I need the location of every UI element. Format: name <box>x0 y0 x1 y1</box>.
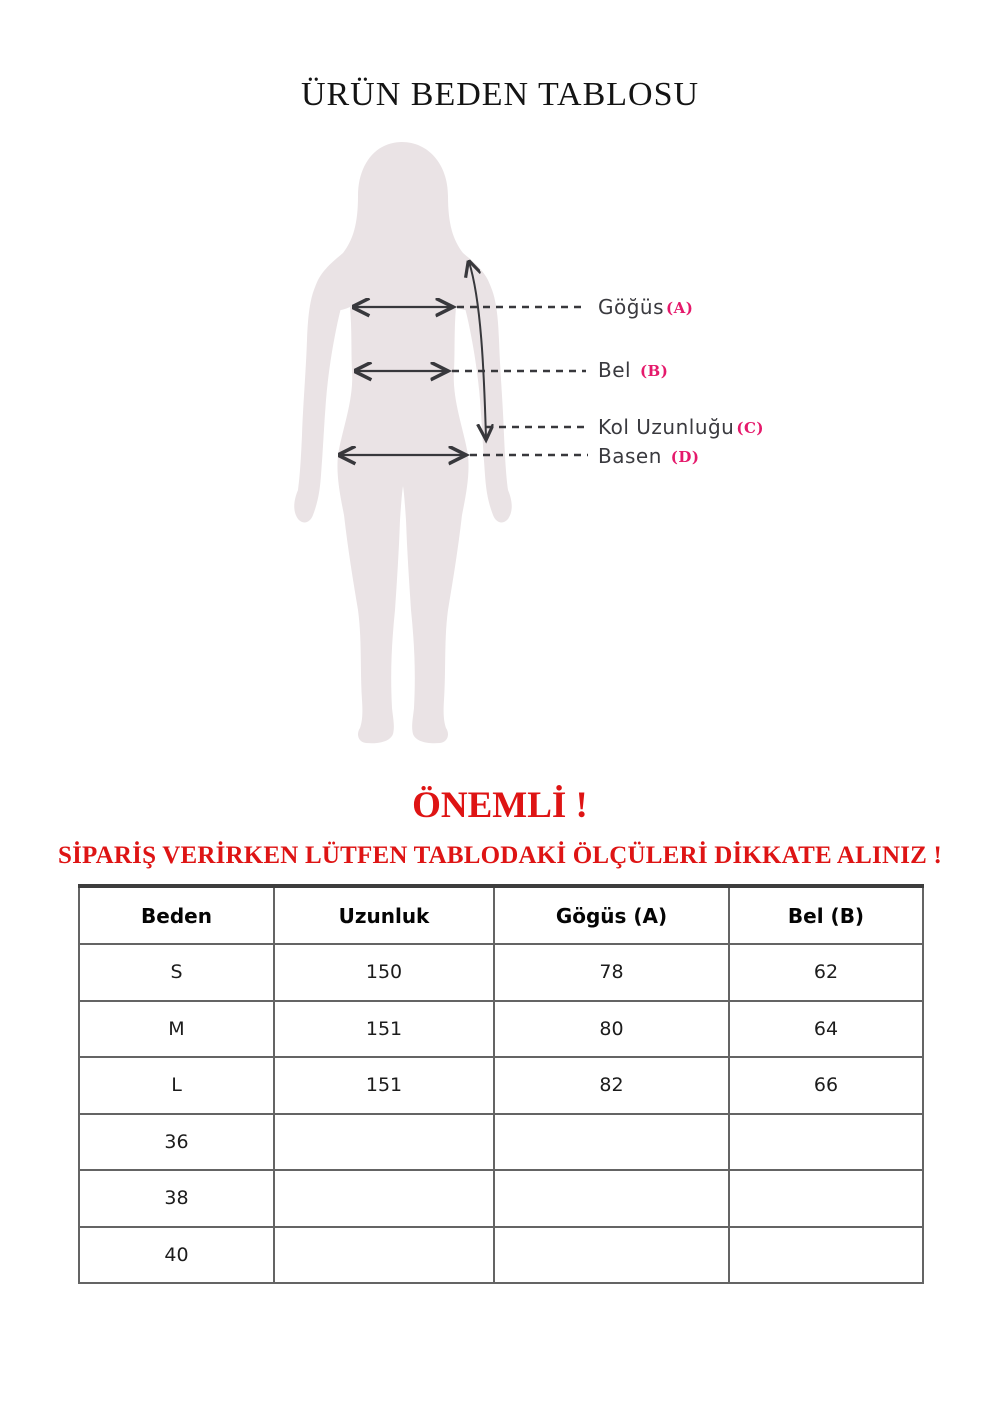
size-table <box>78 884 924 1284</box>
cell-length <box>274 1170 494 1227</box>
cell-size: 40 <box>79 1227 274 1284</box>
header-bel: Bel (B) <box>729 886 923 944</box>
header-beden: Beden <box>79 886 274 944</box>
table-row-s <box>79 944 923 1001</box>
label-hip-letter: (D) <box>670 448 700 466</box>
header-uzunluk: Uzunluk <box>274 886 494 944</box>
label-waist-letter: (B) <box>639 362 669 380</box>
cell-chest: 80 <box>494 1001 729 1058</box>
warning-message: SİPARİŞ VERİRKEN LÜTFEN TABLODAKİ ÖLÇÜLERİ DİKKATE ALINIZ ! <box>58 842 942 869</box>
label-arm-length-text: Kol Uzunluğu <box>598 415 735 439</box>
female-body-silhouette-icon <box>294 142 512 743</box>
cell-chest <box>494 1114 729 1171</box>
cell-chest <box>494 1227 729 1284</box>
label-chest <box>598 295 693 319</box>
table-row-36 <box>79 1114 923 1171</box>
table-row-l <box>79 1057 923 1114</box>
cell-length <box>274 1227 494 1284</box>
size-table-header-row <box>79 886 923 944</box>
cell-waist: 62 <box>729 944 923 1001</box>
table-row-m <box>79 1001 923 1058</box>
cell-length: 151 <box>274 1001 494 1058</box>
cell-length <box>274 1114 494 1171</box>
label-chest-letter: (A) <box>666 299 694 317</box>
cell-waist: 66 <box>729 1057 923 1114</box>
cell-size: 38 <box>79 1170 274 1227</box>
cell-waist <box>729 1170 923 1227</box>
cell-length: 151 <box>274 1057 494 1114</box>
cell-size: L <box>79 1057 274 1114</box>
cell-chest <box>494 1170 729 1227</box>
label-arm-length-letter: (C) <box>736 419 765 437</box>
cell-waist <box>729 1114 923 1171</box>
label-hip <box>598 444 699 468</box>
label-chest-text: Göğüs <box>598 295 665 319</box>
cell-chest: 82 <box>494 1057 729 1114</box>
measurement-diagram <box>260 130 600 760</box>
cell-chest: 78 <box>494 944 729 1001</box>
important-heading: ÖNEMLİ ! <box>412 785 588 826</box>
label-waist <box>598 358 668 382</box>
table-row-38 <box>79 1170 923 1227</box>
cell-size: S <box>79 944 274 1001</box>
table-row-40 <box>79 1227 923 1284</box>
cell-waist: 64 <box>729 1001 923 1058</box>
cell-size: 36 <box>79 1114 274 1171</box>
cell-size: M <box>79 1001 274 1058</box>
page-title: ÜRÜN BEDEN TABLOSU <box>300 76 700 113</box>
label-arm-length <box>598 415 764 439</box>
header-gogus: Gögüs (A) <box>494 886 729 944</box>
label-hip-text: Basen <box>598 444 669 468</box>
cell-length: 150 <box>274 944 494 1001</box>
label-waist-text: Bel <box>598 358 638 382</box>
cell-waist <box>729 1227 923 1284</box>
